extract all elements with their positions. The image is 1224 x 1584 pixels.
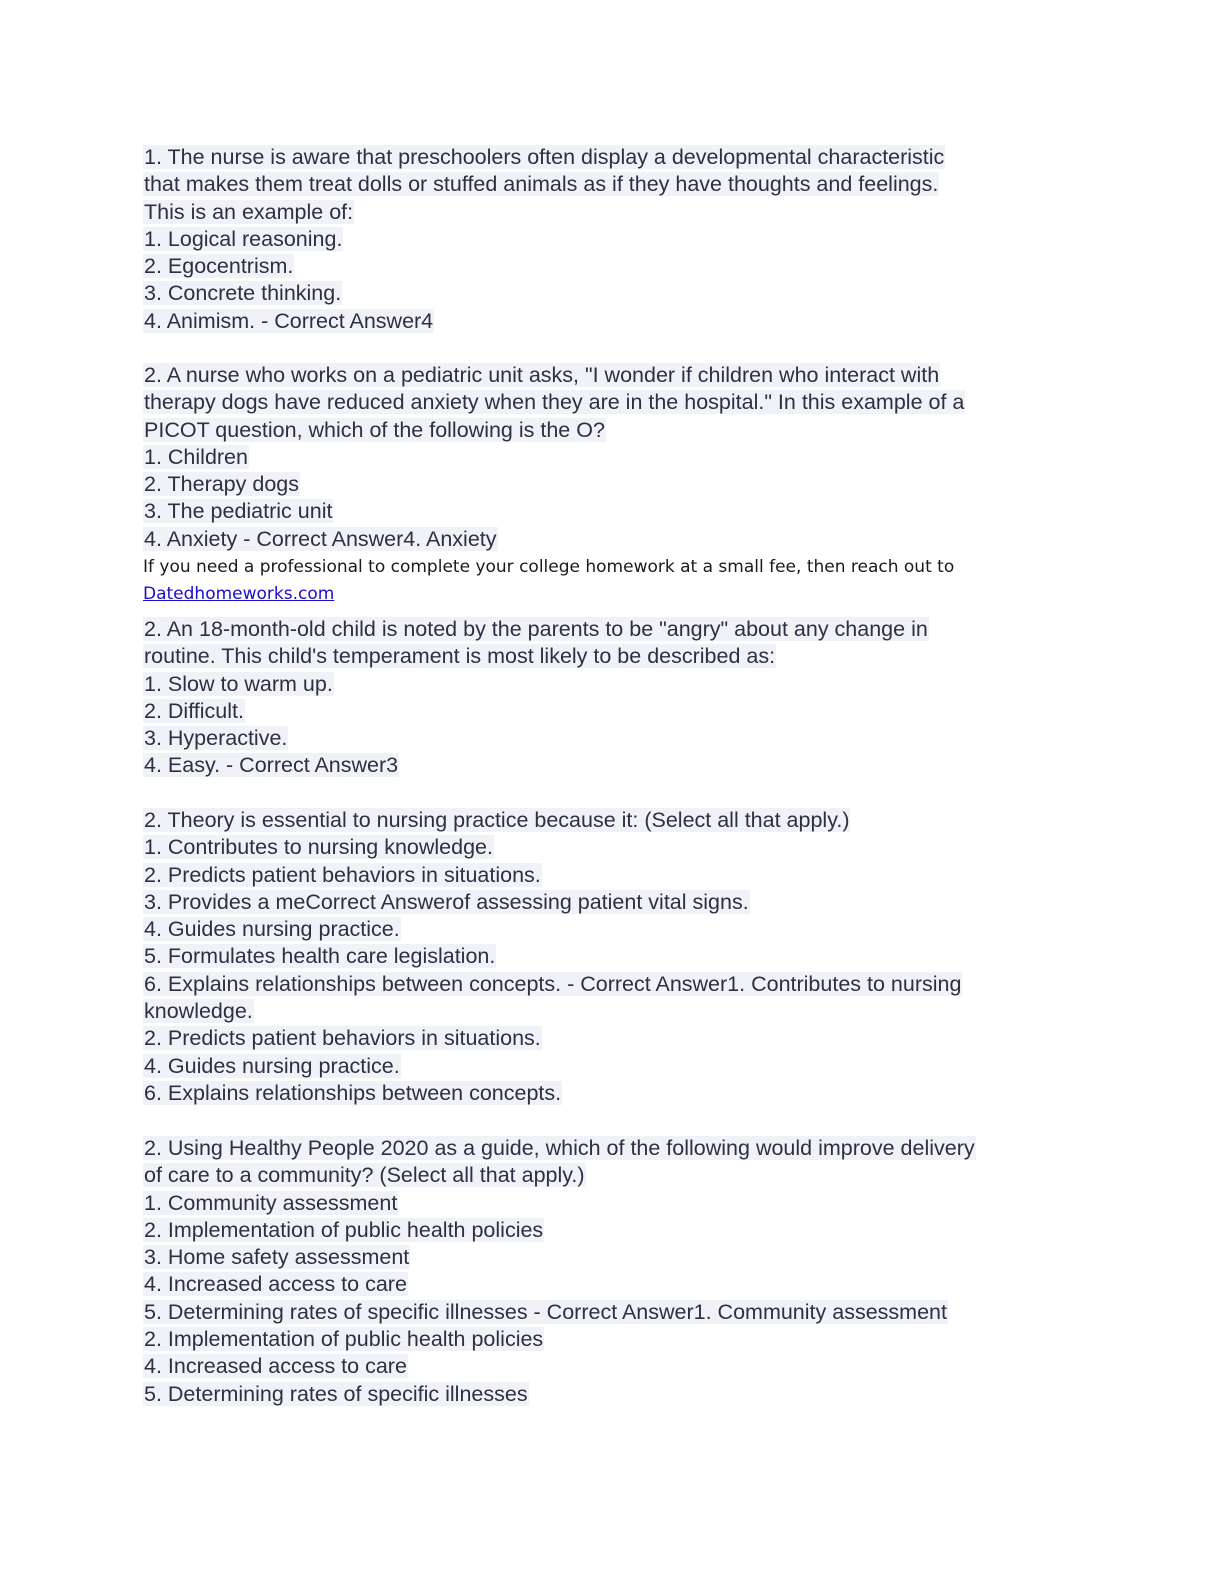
- question-stem-line: [143, 807, 1083, 834]
- question-text-line: [143, 671, 1083, 698]
- line-text: 2. Predicts patient behaviors in situations.: [144, 862, 541, 887]
- line-text: 3. Concrete thinking.: [144, 281, 342, 306]
- question-stem-line: [143, 1135, 1083, 1162]
- question-text-line: [143, 498, 1083, 525]
- line-text: 4. Easy. - Correct Answer3: [144, 753, 399, 778]
- promo-link[interactable]: Datedhomeworks.com: [143, 584, 335, 604]
- line-text: 1. Logical reasoning.: [144, 226, 343, 251]
- question-text-line: [143, 971, 1083, 998]
- question-text-line: [143, 199, 1083, 226]
- question-text-line: [143, 171, 1083, 198]
- line-text: 2. Using Healthy People 2020 as a guide, which of the following would improve delivery: [144, 1136, 975, 1160]
- question-block-4: [143, 807, 1083, 1107]
- question-text-line: [143, 1053, 1083, 1080]
- line-text: 6. Explains relationships between concepts.: [144, 1080, 562, 1105]
- question-text-line: [143, 471, 1083, 498]
- question-text-line: [143, 725, 1083, 752]
- line-text: 2. Predicts patient behaviors in situations.: [144, 1026, 541, 1051]
- question-stem-line: [143, 144, 1083, 171]
- question-text-line: [143, 526, 1083, 553]
- line-text: 4. Anxiety - Correct Answer4. Anxiety: [144, 526, 497, 551]
- line-text: 1. The nurse is aware that preschoolers often display a developmental characteristic: [144, 145, 945, 169]
- line-text: 5. Determining rates of specific illnesses: [144, 1381, 528, 1406]
- line-text: 2. Difficult.: [144, 698, 244, 723]
- line-text: 2. Implementation of public health policies: [144, 1217, 544, 1242]
- question-text-line: [143, 998, 1083, 1025]
- line-text: of care to a community? (Select all that apply.): [144, 1163, 585, 1188]
- line-text: 4. Increased access to care: [144, 1272, 407, 1297]
- question-text-line: [143, 444, 1083, 471]
- line-text: This is an example of:: [144, 199, 354, 224]
- line-text: 4. Animism. - Correct Answer4: [144, 308, 434, 333]
- question-text-line: [143, 834, 1083, 861]
- line-text: 2. Egocentrism.: [144, 254, 294, 279]
- promo-text: If you need a professional to complete your college homework at a small fee, then reach out to: [143, 557, 955, 577]
- question-text-line: [143, 1080, 1083, 1107]
- question-text-line: [143, 417, 1083, 444]
- line-text: 1. Contributes to nursing knowledge.: [144, 835, 493, 860]
- question-stem-line: [143, 616, 1083, 643]
- question-text-line: [143, 308, 1083, 335]
- line-text: 3. Provides a meCorrect Answerof assessing patient vital signs.: [144, 889, 749, 914]
- line-text: routine. This child's temperament is most likely to be described as:: [144, 644, 776, 669]
- question-text-line: [143, 698, 1083, 725]
- line-text: therapy dogs have reduced anxiety when they are in the hospital." In this example of a: [144, 390, 965, 415]
- question-text-line: [143, 1381, 1083, 1408]
- line-text: 5. Formulates health care legislation.: [144, 944, 496, 969]
- line-text: PICOT question, which of the following is the O?: [144, 417, 605, 442]
- line-text: 2. A nurse who works on a pediatric unit asks, "I wonder if children who interact with: [144, 363, 940, 387]
- question-block-5: [143, 1135, 1083, 1408]
- question-text-line: [143, 943, 1083, 970]
- question-text-line: [143, 1190, 1083, 1217]
- question-text-line: [143, 1271, 1083, 1298]
- line-text: 1. Community assessment: [144, 1190, 398, 1215]
- question-text-line: [143, 389, 1083, 416]
- line-text: 2. Implementation of public health policies: [144, 1327, 544, 1352]
- line-text: 1. Slow to warm up.: [144, 671, 333, 696]
- question-text-line: [143, 889, 1083, 916]
- question-text-line: [143, 916, 1083, 943]
- question-text-line: [143, 280, 1083, 307]
- question-text-line: [143, 1244, 1083, 1271]
- question-block-2: [143, 362, 1083, 553]
- question-text-line: [143, 1162, 1083, 1189]
- question-text-line: [143, 1353, 1083, 1380]
- line-text: 4. Guides nursing practice.: [144, 1053, 400, 1078]
- line-text: 4. Guides nursing practice.: [144, 917, 400, 942]
- question-stem-line: [143, 362, 1083, 389]
- line-text: 4. Increased access to care: [144, 1354, 407, 1379]
- question-text-line: [143, 752, 1083, 779]
- line-text: 3. The pediatric unit: [144, 499, 333, 524]
- line-text: 5. Determining rates of specific illnesses - Correct Answer1. Community assessment: [144, 1299, 947, 1324]
- line-text: that makes them treat dolls or stuffed animals as if they have thoughts and feelings.: [144, 172, 939, 197]
- line-text: 3. Home safety assessment: [144, 1245, 410, 1270]
- line-text: knowledge.: [144, 999, 253, 1024]
- question-text-line: [143, 253, 1083, 280]
- line-text: 2. Therapy dogs: [144, 472, 299, 497]
- question-text-line: [143, 1299, 1083, 1326]
- line-text: 2. Theory is essential to nursing practice because it: (Select all that apply.): [144, 808, 850, 832]
- question-text-line: [143, 1025, 1083, 1052]
- question-block-1: [143, 144, 1083, 335]
- promo-notice: [143, 554, 1083, 608]
- line-text: 3. Hyperactive.: [144, 726, 288, 751]
- question-block-3: [143, 616, 1083, 780]
- question-text-line: [143, 862, 1083, 889]
- question-text-line: [143, 643, 1083, 670]
- line-text: 2. An 18-month-old child is noted by the parents to be "angry" about any change in: [144, 617, 928, 641]
- line-text: 1. Children: [144, 444, 248, 469]
- question-text-line: [143, 1326, 1083, 1353]
- question-text-line: [143, 226, 1083, 253]
- question-text-line: [143, 1217, 1083, 1244]
- line-text: 6. Explains relationships between concepts. - Correct Answer1. Contributes to nursing: [144, 971, 962, 996]
